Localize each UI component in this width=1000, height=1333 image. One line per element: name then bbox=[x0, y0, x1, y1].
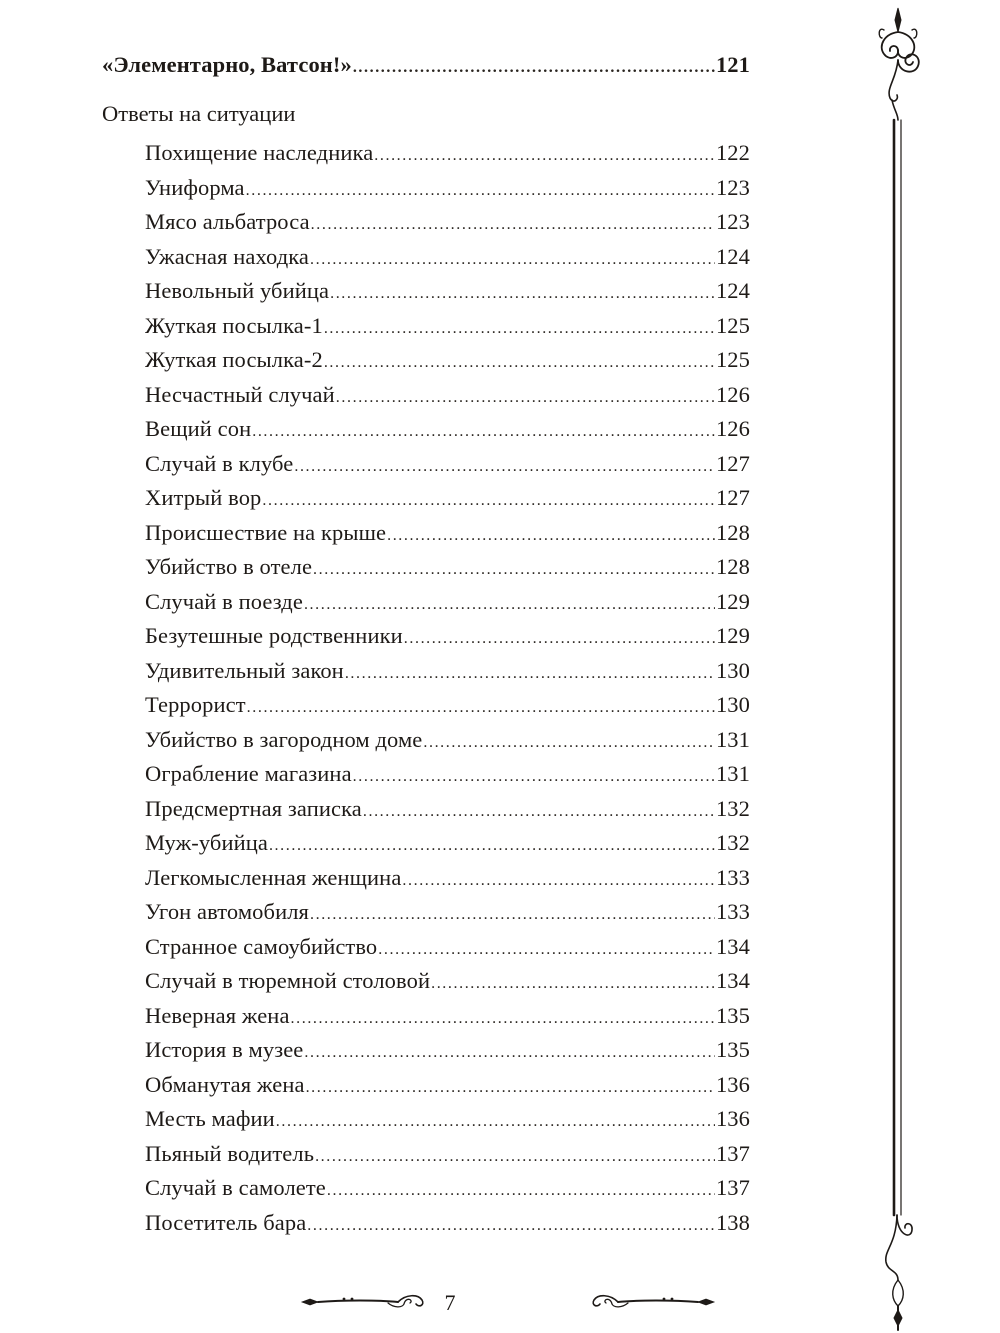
toc-entry-title: Несчастный случай bbox=[145, 381, 335, 407]
toc-entry-page: 128 bbox=[715, 519, 750, 545]
dot-leader bbox=[353, 762, 715, 792]
toc-entry bbox=[145, 311, 750, 344]
toc-entry-page: 128 bbox=[715, 554, 750, 579]
toc-entry bbox=[145, 1139, 750, 1172]
toc-entry bbox=[145, 345, 750, 378]
toc-entry-title: Угон автомобиля bbox=[145, 899, 309, 924]
dot-leader bbox=[387, 521, 715, 551]
toc-entry-page: 127 bbox=[715, 485, 750, 510]
toc-entry-title: Мясо альбатроса bbox=[145, 209, 310, 234]
toc-entry bbox=[145, 1104, 750, 1137]
toc-entry bbox=[145, 587, 750, 620]
dot-leader bbox=[304, 1038, 715, 1068]
toc-entry bbox=[145, 276, 750, 309]
toc-entry bbox=[145, 449, 750, 482]
dot-leader bbox=[315, 1142, 715, 1172]
dot-leader bbox=[246, 176, 715, 206]
toc-entry bbox=[145, 725, 750, 758]
toc-entry bbox=[145, 828, 750, 861]
toc-entry-page: 135 bbox=[715, 1002, 750, 1028]
dot-leader bbox=[374, 141, 715, 171]
toc-entry-title: Террорист bbox=[145, 692, 246, 717]
toc-entry-title: Жуткая посылка-1 bbox=[145, 312, 323, 338]
toc-entry-title: Случай в самолете bbox=[145, 1175, 326, 1200]
toc-entry bbox=[145, 380, 750, 413]
dot-leader bbox=[402, 866, 715, 896]
page-number: 7 bbox=[444, 1290, 456, 1315]
toc-entry bbox=[145, 690, 750, 723]
toc-entry bbox=[145, 242, 750, 275]
toc-entry-title: Вещий сон bbox=[145, 416, 252, 441]
toc-entry-page: 125 bbox=[715, 347, 750, 372]
dot-leader bbox=[247, 693, 715, 723]
toc-entry-page: 137 bbox=[715, 1140, 750, 1166]
toc-entry-page: 127 bbox=[715, 450, 750, 476]
toc-entry-title: Неверная жена bbox=[145, 1002, 290, 1028]
toc-entry-page: 125 bbox=[715, 312, 750, 338]
toc-entry-title: Месть мафии bbox=[145, 1106, 275, 1131]
toc-entry-page: 138 bbox=[715, 1209, 750, 1235]
toc-entry bbox=[145, 863, 750, 896]
toc-entry-page: 132 bbox=[715, 830, 750, 855]
toc-entry-title: Происшествие на крыше bbox=[145, 519, 387, 545]
toc-entry bbox=[145, 518, 750, 551]
toc-entry bbox=[145, 966, 750, 999]
dot-leader bbox=[423, 728, 715, 758]
toc-entry-page: 129 bbox=[715, 623, 750, 648]
toc-entry-title: Случай в тюремной столовой bbox=[145, 968, 431, 993]
toc-entry-page: 131 bbox=[715, 761, 750, 786]
dot-leader bbox=[324, 348, 715, 378]
footer-flourish-icon bbox=[298, 1282, 718, 1322]
toc-entry-title: Посетитель бара bbox=[145, 1209, 307, 1235]
toc-entry bbox=[145, 138, 750, 171]
toc-entry-title: Жуткая посылка-2 bbox=[145, 347, 323, 372]
toc-entry-title: Похищение наследника bbox=[145, 140, 374, 165]
toc-entry-page: 136 bbox=[715, 1071, 750, 1097]
dot-leader bbox=[313, 555, 715, 585]
vertical-scroll-ornament-icon bbox=[868, 0, 928, 1333]
toc-entry bbox=[145, 483, 750, 516]
toc-entry bbox=[145, 173, 750, 206]
toc-entry-page: 124 bbox=[715, 278, 750, 303]
dot-leader bbox=[291, 1004, 715, 1034]
toc-entry-title: Убийство в отеле bbox=[145, 554, 313, 579]
toc-entry-title: История в музее bbox=[145, 1037, 304, 1062]
toc-entry-page: 133 bbox=[715, 899, 750, 924]
toc-main-entry bbox=[102, 50, 750, 83]
toc-entry-title: Хитрый вор bbox=[145, 485, 262, 510]
toc-entry-title: Невольный убийца bbox=[145, 278, 330, 303]
toc-entry bbox=[145, 932, 750, 965]
dot-leader bbox=[310, 900, 715, 930]
toc-entry-title: Странное самоубийство bbox=[145, 933, 378, 959]
dot-leader bbox=[345, 659, 715, 689]
toc-entry-page: 130 bbox=[715, 657, 750, 683]
dot-leader bbox=[276, 1107, 715, 1137]
toc-entry-page: 126 bbox=[715, 416, 750, 441]
dot-leader bbox=[336, 383, 715, 413]
dot-leader bbox=[378, 935, 715, 965]
toc-entry-title: Удивительный закон bbox=[145, 657, 344, 683]
toc-entry bbox=[145, 656, 750, 689]
toc-entry-title: Пьяный водитель bbox=[145, 1140, 315, 1166]
toc-entry bbox=[145, 1001, 750, 1034]
toc-entry-page: 134 bbox=[715, 968, 750, 993]
toc-entry-page: 134 bbox=[715, 933, 750, 959]
toc-entry-page: 123 bbox=[715, 209, 750, 234]
toc-entry-title: Ужасная находка bbox=[145, 243, 310, 269]
toc-entry bbox=[145, 552, 750, 585]
toc-entry-page: 137 bbox=[715, 1175, 750, 1200]
dot-leader bbox=[431, 969, 715, 999]
dot-leader bbox=[262, 486, 715, 516]
toc-main-page: 121 bbox=[715, 52, 750, 77]
toc-entry-page: 136 bbox=[715, 1106, 750, 1131]
dot-leader bbox=[330, 279, 715, 309]
toc-entry-title: Униформа bbox=[145, 174, 245, 200]
toc-entry bbox=[145, 1173, 750, 1206]
toc-entry-page: 135 bbox=[715, 1037, 750, 1062]
toc-entry-page: 129 bbox=[715, 588, 750, 614]
dot-leader bbox=[307, 1211, 715, 1241]
section-heading: Ответы на ситуации bbox=[102, 101, 296, 126]
toc-entry-page: 124 bbox=[715, 243, 750, 269]
toc-entry bbox=[145, 759, 750, 792]
toc-entry bbox=[145, 794, 750, 827]
toc-entry bbox=[145, 207, 750, 240]
dot-leader bbox=[324, 314, 715, 344]
dot-leader bbox=[306, 1073, 715, 1103]
toc-entry-title: Случай в клубе bbox=[145, 450, 294, 476]
toc-entry-title: Убийство в загородном доме bbox=[145, 726, 423, 752]
toc-entry-page: 122 bbox=[715, 140, 750, 165]
dot-leader bbox=[294, 452, 715, 482]
dot-leader bbox=[304, 590, 715, 620]
toc-entry-title: Муж-убийца bbox=[145, 830, 268, 855]
toc-entry-page: 131 bbox=[715, 726, 750, 752]
toc-entry-title: Безутешные родственники bbox=[145, 623, 403, 648]
toc-entry-title: Легкомысленная женщина bbox=[145, 864, 402, 890]
dot-leader bbox=[269, 831, 715, 861]
toc-entry-title: Обманутая жена bbox=[145, 1071, 305, 1097]
dot-leader bbox=[353, 53, 715, 83]
toc-entry-title: Предсмертная записка bbox=[145, 795, 362, 821]
toc-entry-page: 130 bbox=[715, 692, 750, 717]
toc-entry-page: 133 bbox=[715, 864, 750, 890]
dot-leader bbox=[404, 624, 715, 654]
dot-leader bbox=[310, 245, 715, 275]
toc-entry-page: 123 bbox=[715, 174, 750, 200]
toc-entry bbox=[145, 414, 750, 447]
toc-entry bbox=[145, 897, 750, 930]
dot-leader bbox=[311, 210, 715, 240]
toc-entry-title: Ограбление магазина bbox=[145, 761, 352, 786]
toc-entry bbox=[145, 1070, 750, 1103]
dot-leader bbox=[327, 1176, 715, 1206]
dot-leader bbox=[363, 797, 715, 827]
toc-entry-title: Случай в поезде bbox=[145, 588, 303, 614]
toc-entry bbox=[145, 1035, 750, 1068]
toc-entry-page: 132 bbox=[715, 795, 750, 821]
toc-entry-page: 126 bbox=[715, 381, 750, 407]
dot-leader bbox=[252, 417, 715, 447]
toc-entry bbox=[145, 621, 750, 654]
toc-entry bbox=[145, 1208, 750, 1241]
toc-main-title: «Элементарно, Ватсон!» bbox=[102, 52, 352, 77]
